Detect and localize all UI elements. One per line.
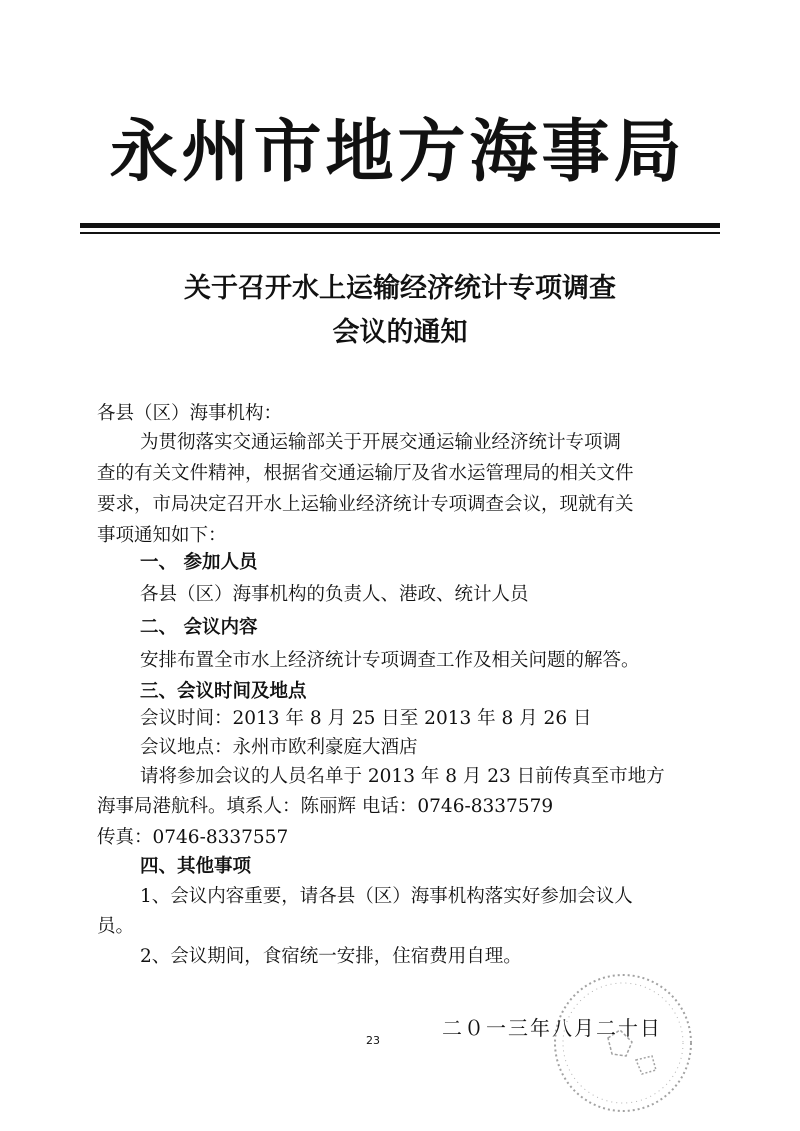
intro-line: 为贯彻落实交通运输部关于开展交通运输业经济统计专项调 <box>140 432 622 453</box>
item-1-line-1: 1、会议内容重要，请各县（区）海事机构落实好参加会议人 <box>140 886 633 907</box>
submit-line-2: 海事局港航科。填系人：陈丽辉 电话：0746-8337579 <box>97 796 554 817</box>
header-rule-thick <box>80 223 720 228</box>
official-seal-stamp <box>548 968 698 1118</box>
section-2-heading: 二、 会议内容 <box>140 617 258 638</box>
intro-line: 事项通知如下： <box>97 525 227 546</box>
header-org-name: 永州市地方海事局 <box>109 113 686 192</box>
submit-line-1: 请将参加会议的人员名单于 2013 年 8 月 23 日前传真至市地方 <box>140 766 665 787</box>
fax-line: 传真：0746-8337557 <box>97 827 289 848</box>
meeting-time: 会议时间：2013 年 8 月 25 日至 2013 年 8 月 26 日 <box>140 708 592 729</box>
section-3-heading: 三、会议时间及地点 <box>140 681 307 702</box>
intro-line: 查的有关文件精神，根据省交通运输厅及省水运管理局的相关文件 <box>97 463 634 484</box>
section-2-text: 安排布置全市水上经济统计专项调查工作及相关问题的解答。 <box>140 650 640 671</box>
notice-title-line-2: 会议的通知 <box>332 317 468 348</box>
header-rule-thin <box>80 232 720 234</box>
section-1-text: 各县（区）海事机构的负责人、港政、统计人员 <box>140 584 529 605</box>
notice-title-line-1: 关于召开水上运输经济统计专项调查 <box>184 273 616 304</box>
item-1-line-2: 员。 <box>97 916 135 937</box>
intro-line: 要求，市局决定召开水上运输业经济统计专项调查会议，现就有关 <box>97 494 634 515</box>
meeting-place: 会议地点：永州市欧利豪庭大酒店 <box>140 737 418 758</box>
section-1-heading: 一、 参加人员 <box>140 552 258 573</box>
item-2: 2、会议期间，食宿统一安排，住宿费用自理。 <box>140 946 522 967</box>
issue-date: 二０一三年八月二十日 <box>442 1016 662 1040</box>
salutation: 各县（区）海事机构： <box>97 403 283 424</box>
section-4-heading: 四、其他事项 <box>140 856 252 877</box>
page-number: 23 <box>366 1034 380 1047</box>
